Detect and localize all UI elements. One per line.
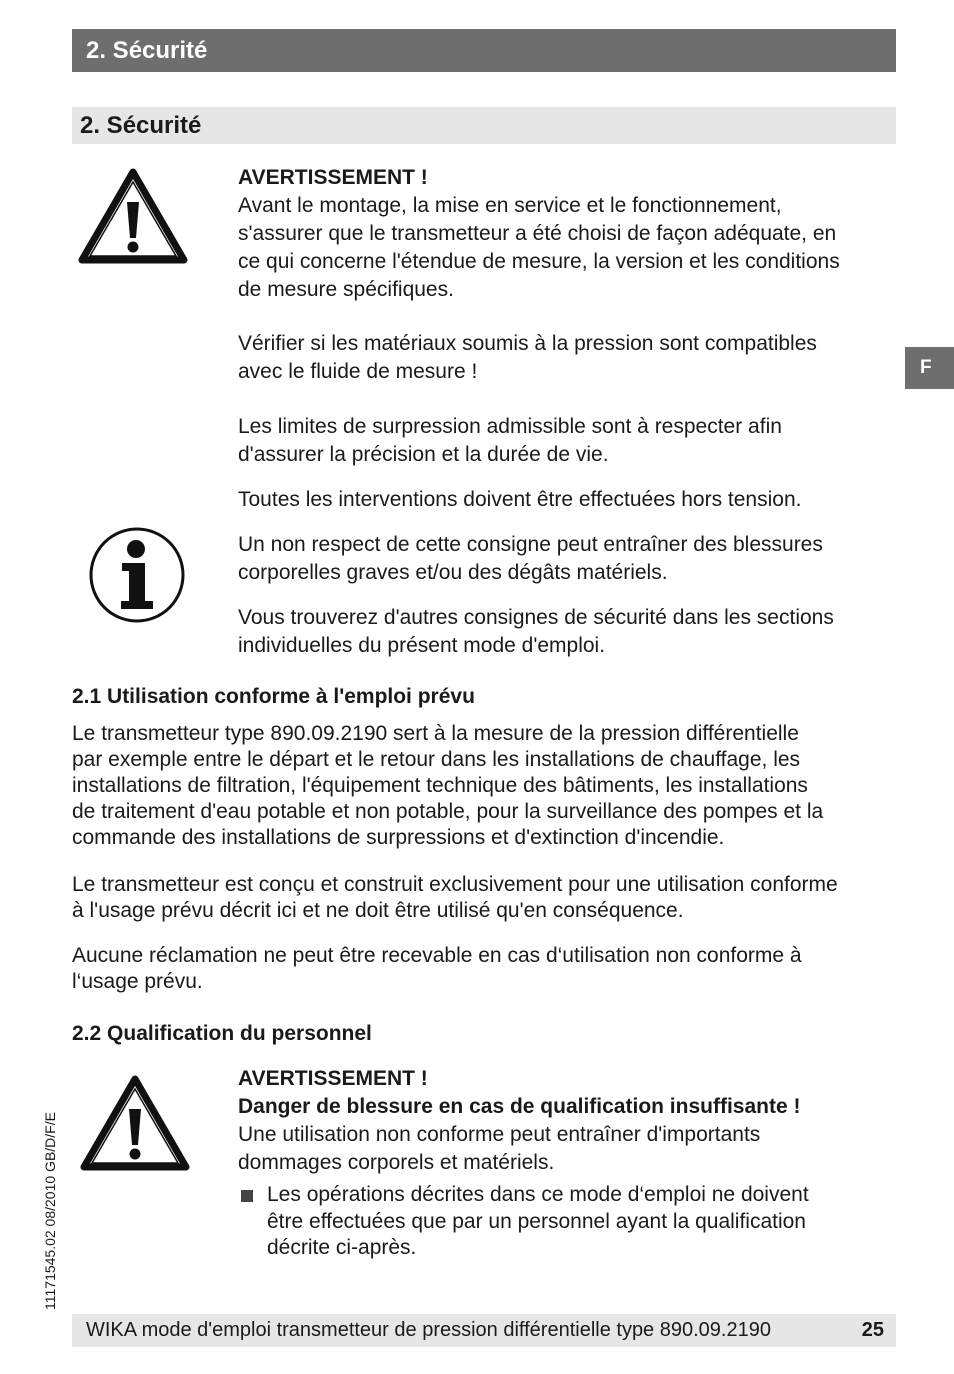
info-paragraph-1	[238, 531, 893, 587]
warning-text-line: dommages corporels et matériels.	[238, 1151, 555, 1174]
bullet-item	[238, 1182, 878, 1262]
warning-paragraph-4	[238, 486, 893, 514]
text-line: décrite ci-après.	[267, 1236, 417, 1259]
warning-triangle-icon	[78, 168, 188, 265]
text-line: Aucune réclamation ne peut être recevable en cas d‘utilisation non conforme à	[72, 944, 802, 967]
warning-text-line: Une utilisation non conforme peut entraîner d'importants	[238, 1123, 761, 1146]
text-line: Vérifier si les matériaux soumis à la pression sont compatibles	[238, 332, 817, 355]
section-title-bar	[72, 107, 896, 144]
text-line: de traitement d'eau potable et non potable, pour la surveillance des pompes et la	[72, 800, 824, 823]
page-number: 25	[861, 1319, 884, 1341]
bullet-square-icon	[241, 1190, 253, 1202]
text-line: Un non respect de cette consigne peut entraîner des blessures	[238, 533, 823, 556]
warning-paragraph-2	[238, 330, 893, 386]
text-line: commande des installations de surpressions et d'extinction d'incendie.	[72, 826, 725, 849]
info-circle-icon	[87, 525, 187, 625]
language-tab	[905, 347, 954, 389]
section-2-1-heading: 2.1 Utilisation conforme à l'emploi prévu	[72, 685, 475, 708]
warning-text-line: Avant le montage, la mise en service et le fonctionnement,	[238, 194, 782, 217]
text-line: d'assurer la précision et la durée de vie.	[238, 443, 609, 466]
warning-text-line: ce qui concerne l'étendue de mesure, la version et les conditions	[238, 250, 840, 273]
section-2-1-paragraph-1	[72, 721, 902, 851]
text-line: avec le fluide de mesure !	[238, 360, 478, 383]
text-line: installations de filtration, l'équipement technique des bâtiments, les installations	[72, 774, 808, 797]
text-line: être effectuées que par un personnel ayant la qualification	[267, 1209, 806, 1233]
text-line: individuelles du présent mode d'emploi.	[238, 634, 606, 657]
warning-text-line: de mesure spécifiques.	[238, 278, 454, 301]
footer-text: WIKA mode d'emploi transmetteur de pression différentielle type 890.09.2190	[86, 1319, 771, 1341]
warning-title: AVERTISSEMENT !	[238, 1067, 428, 1090]
warning-block-1	[238, 164, 893, 304]
warning-title: AVERTISSEMENT !	[238, 166, 428, 189]
header-bar	[72, 29, 896, 72]
text-line: l‘usage prévu.	[72, 970, 203, 993]
header-title: 2. Sécurité	[86, 37, 208, 64]
warning-text-line: s'assurer que le transmetteur a été choisi de façon adéquate, en	[238, 222, 837, 245]
footer-bar	[72, 1314, 896, 1347]
text-line: à l'usage prévu décrit ici et ne doit être utilisé qu'en conséquence.	[72, 899, 684, 922]
text-line: Vous trouverez d'autres consignes de sécurité dans les sections	[238, 606, 834, 629]
text-line: corporelles graves et/ou des dégâts matériels.	[238, 561, 668, 584]
warning-triangle-icon	[80, 1075, 190, 1172]
warning-block-2	[238, 1065, 893, 1177]
text-line: Le transmetteur type 890.09.2190 sert à la mesure de la pression différentielle	[72, 722, 799, 745]
text-line: Toutes les interventions doivent être effectuées hors tension.	[238, 488, 802, 511]
warning-paragraph-3	[238, 413, 893, 469]
section-title: 2. Sécurité	[80, 112, 202, 139]
section-2-1-paragraph-2	[72, 872, 902, 924]
text-line: Le transmetteur est conçu et construit exclusivement pour une utilisation conforme	[72, 873, 838, 896]
info-paragraph-2	[238, 604, 893, 660]
section-2-2-heading: 2.2 Qualification du personnel	[72, 1022, 372, 1045]
language-tab-label: F	[920, 357, 932, 378]
text-line: Les opérations décrites dans ce mode d‘emploi ne doivent	[267, 1183, 809, 1206]
text-line: par exemple entre le départ et le retour dans les installations de chauffage, les	[72, 748, 801, 771]
section-2-1-paragraph-3	[72, 943, 902, 995]
document-code: 11171545.02 08/2010 GB/D/F/E	[42, 1112, 58, 1310]
warning-subtitle: Danger de blessure en cas de qualification insuffisante !	[238, 1095, 801, 1118]
text-line: Les limites de surpression admissible sont à respecter afin	[238, 415, 782, 438]
